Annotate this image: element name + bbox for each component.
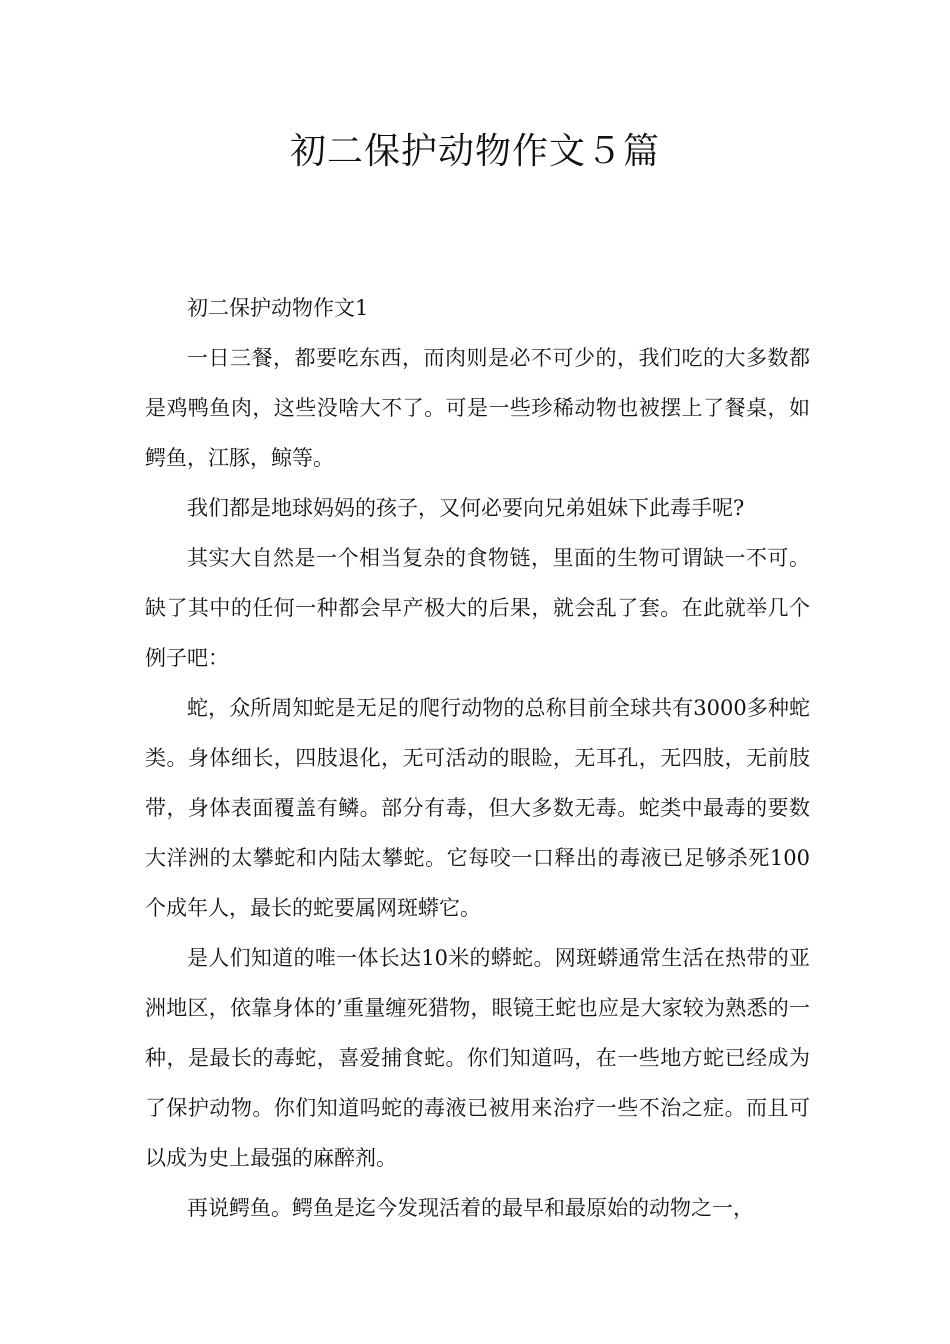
- paragraph: 是人们知道的唯一体长达10米的蟒蛇。网斑蟒通常生活在热带的亚洲地区，依靠身体的’重量缠死猎物，眼镜王蛇也应是大家较为熟悉的一种，是最长的毒蛇，喜爱捕食蛇。你们知道吗，在一些地方蛇已经成为了保护动物。你们知道吗蛇的毒液已被用来治疗一些不治之症。而且可以成为史上最强的麻醉剂。: [145, 946, 810, 1170]
- paragraph: 再说鳄鱼。鳄鱼是迄今发现活着的最早和最原始的动物之一，: [187, 1196, 754, 1220]
- paragraph: 我们都是地球妈妈的孩子，又何必要向兄弟姐妹下此毒手呢?: [187, 496, 745, 520]
- paragraph: 一日三餐，都要吃东西，而肉则是必不可少的，我们吃的大多数都是鸡鸭鱼肉，这些没啥大不了。可是一些珍稀动物也被摆上了餐桌，如鳄鱼，江豚，鲸等。: [145, 346, 810, 470]
- paragraph: 蛇，众所周知蛇是无足的爬行动物的总称目前全球共有3000多种蛇类。身体细长，四肢退化，无可活动的眼睑，无耳孔，无四肢，无前肢带，身体表面覆盖有鳞。部分有毒，但大多数无毒。蛇类中最毒的要数大洋洲的太攀蛇和内陆太攀蛇。它每咬一口释出的毒液已足够杀死100个成年人，最长的蛇要属网斑蟒它。: [145, 696, 810, 920]
- document-body: [145, 283, 810, 1233]
- document-title: 初二保护动物作文５篇: [289, 131, 660, 172]
- essay-subtitle: 初二保护动物作文1: [187, 296, 369, 320]
- paragraph: 其实大自然是一个相当复杂的食物链，里面的生物可谓缺一不可。缺了其中的任何一种都会早产极大的后果，就会乱了套。在此就举几个例子吧：: [145, 546, 810, 670]
